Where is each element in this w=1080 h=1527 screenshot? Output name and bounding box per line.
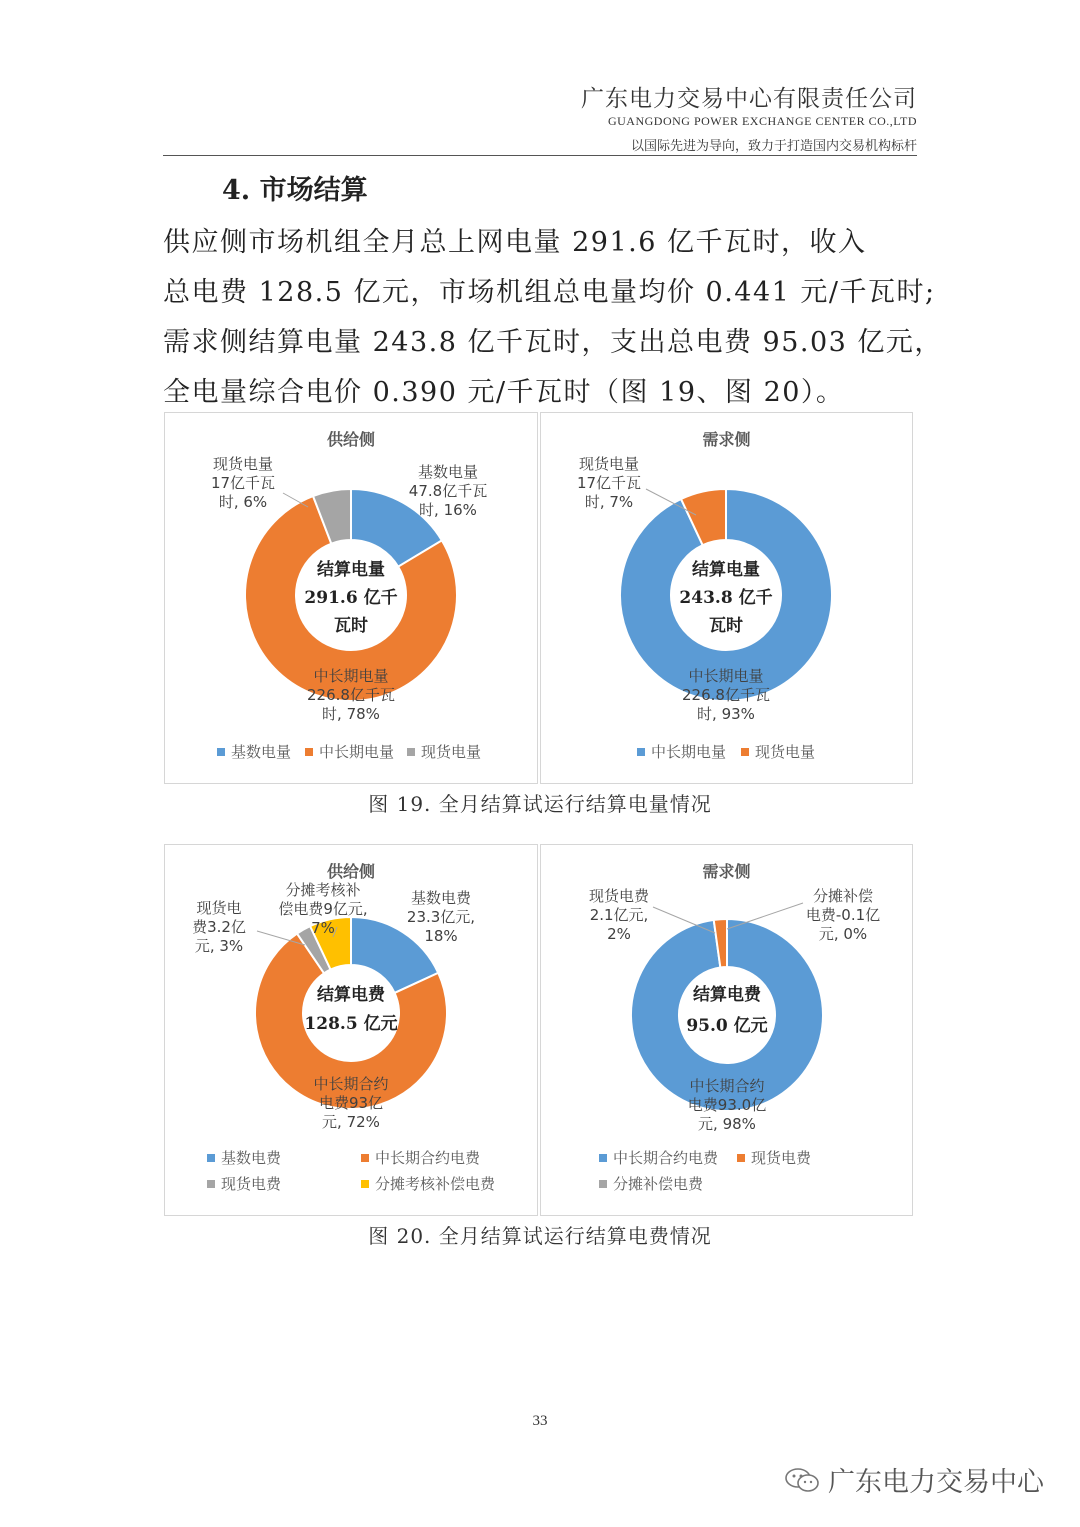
legend-entry: 中长期电量 — [319, 743, 395, 761]
legend-entry: 中长期合约电费 — [613, 1149, 719, 1167]
data-label: 7% — [311, 919, 335, 937]
chart-title: 供给侧 — [326, 862, 376, 881]
data-label: 基数电费 — [410, 889, 472, 907]
data-label: 时, 93% — [697, 705, 755, 723]
page-number: 33 — [532, 1413, 548, 1429]
legend-entry: 分摊考核补偿电费 — [375, 1175, 496, 1193]
data-label: 现货电量 — [212, 455, 274, 473]
watermark-text: 广东电力交易中心 — [828, 1467, 1044, 1498]
donut-chart-supply-energy — [165, 413, 537, 783]
legend-swatch — [207, 1180, 215, 1188]
legend-swatch — [305, 748, 313, 756]
chart-title: 供给侧 — [326, 430, 376, 449]
legend-swatch — [741, 748, 749, 756]
data-label: 费3.2亿 — [192, 918, 246, 936]
data-label: 2.1亿元, — [589, 906, 649, 924]
data-label: 17亿千瓦 — [576, 474, 642, 492]
legend-entry: 基数电费 — [221, 1149, 282, 1167]
section-title: 4. 市场结算 — [222, 175, 368, 206]
data-label: 2% — [607, 925, 631, 943]
data-label: 中长期电量 — [688, 667, 764, 685]
legend-swatch — [207, 1154, 215, 1162]
center-label: 瓦时 — [334, 616, 368, 636]
center-label: 291.6 亿千 — [304, 588, 398, 608]
data-label: 47.8亿千瓦 — [408, 482, 488, 500]
legend-swatch — [361, 1154, 369, 1162]
donut-chart-demand-energy — [541, 413, 912, 783]
donut-chart-supply-fee — [165, 845, 537, 1215]
data-label: 分摊补偿 — [812, 887, 874, 905]
figure-caption-20: 图 20. 全月结算试运行结算电费情况 — [368, 1224, 712, 1248]
header-company-cn: 广东电力交易中心有限责任公司 — [581, 86, 917, 112]
legend-entry: 中长期电量 — [651, 743, 727, 761]
center-label: 243.8 亿千 — [679, 588, 773, 608]
data-label: 分摊考核补 — [285, 881, 361, 899]
data-label: 时, 78% — [322, 705, 380, 723]
center-label: 95.0 亿元 — [686, 1016, 768, 1036]
data-label: 时, 7% — [584, 493, 634, 511]
data-label: 23.3亿元, — [406, 908, 476, 926]
chart-panel-fig19-demand — [540, 412, 913, 784]
center-label: 结算电费 — [317, 985, 385, 1005]
data-label: 中长期合约 — [689, 1077, 765, 1095]
data-label: 226.8亿千瓦 — [682, 686, 770, 704]
legend-swatch — [599, 1154, 607, 1162]
center-label: 瓦时 — [709, 616, 743, 636]
legend-entry: 中长期合约电费 — [375, 1149, 481, 1167]
data-label: 电费93亿 — [318, 1094, 384, 1112]
data-label: 226.8亿千瓦 — [307, 686, 395, 704]
donut-chart-demand-fee — [541, 845, 912, 1215]
legend-swatch — [599, 1180, 607, 1188]
header-company-en: GUANGDONG POWER EXCHANGE CENTER CO.,LTD — [607, 114, 917, 128]
data-label: 18% — [424, 927, 458, 945]
data-label: 偿电费9亿元, — [278, 900, 368, 918]
legend-swatch — [407, 748, 415, 756]
paragraph-line: 总电费 128.5 亿元，市场机组总电量均价 0.441 元/千瓦时; — [163, 277, 936, 308]
legend-entry: 现货电量 — [421, 743, 482, 761]
center-label: 结算电量 — [317, 560, 385, 580]
legend-entry: 基数电量 — [231, 743, 292, 761]
chart-panel-fig20-supply — [164, 844, 538, 1216]
chart-title: 需求侧 — [702, 862, 751, 881]
data-label: 元, 72% — [322, 1113, 380, 1131]
legend-swatch — [217, 748, 225, 756]
data-label: 时, 6% — [218, 493, 268, 511]
paragraph-line: 供应侧市场机组全月总上网电量 291.6 亿千瓦时，收入 — [163, 227, 867, 258]
data-label: 电费93.0亿 — [687, 1096, 767, 1114]
data-label: 元, 3% — [194, 937, 244, 955]
data-label: 元, 98% — [698, 1115, 756, 1133]
header-slogan: 以国际先进为导向，致力于打造国内交易机构标杆 — [630, 139, 917, 154]
legend-entry: 分摊补偿电费 — [613, 1175, 704, 1193]
center-label: 128.5 亿元 — [304, 1014, 398, 1034]
center-label: 结算电费 — [693, 985, 761, 1005]
data-label: 基数电量 — [417, 463, 479, 481]
data-label: 现货电量 — [578, 455, 640, 473]
paragraph-line: 需求侧结算电量 243.8 亿千瓦时，支出总电费 95.03 亿元， — [163, 327, 943, 358]
data-label: 现货电 — [196, 899, 242, 917]
data-label: 17亿千瓦 — [210, 474, 276, 492]
legend-entry: 现货电量 — [755, 743, 816, 761]
header-divider — [163, 155, 917, 156]
center-label: 结算电量 — [692, 560, 760, 580]
wechat-icon — [784, 1466, 820, 1494]
paragraph-line: 全电量综合电价 0.390 元/千瓦时（图 19、图 20）。 — [163, 377, 845, 408]
legend-entry: 现货电费 — [751, 1149, 812, 1167]
legend-swatch — [737, 1154, 745, 1162]
chart-panel-fig20-demand — [540, 844, 913, 1216]
data-label: 中长期电量 — [313, 667, 389, 685]
data-label: 现货电费 — [588, 887, 650, 905]
data-label: 时, 16% — [419, 501, 477, 519]
chart-panel-fig19-supply — [164, 412, 538, 784]
figure-caption-19: 图 19. 全月结算试运行结算电量情况 — [368, 792, 712, 816]
data-label: 元, 0% — [818, 925, 868, 943]
legend-swatch — [361, 1180, 369, 1188]
legend-swatch — [637, 748, 645, 756]
data-label: 电费-0.1亿 — [805, 906, 881, 924]
chart-title: 需求侧 — [702, 430, 751, 449]
data-label: 中长期合约 — [313, 1075, 389, 1093]
legend-entry: 现货电费 — [221, 1175, 282, 1193]
watermark — [784, 1460, 1044, 1499]
label-leader-line — [727, 903, 803, 929]
